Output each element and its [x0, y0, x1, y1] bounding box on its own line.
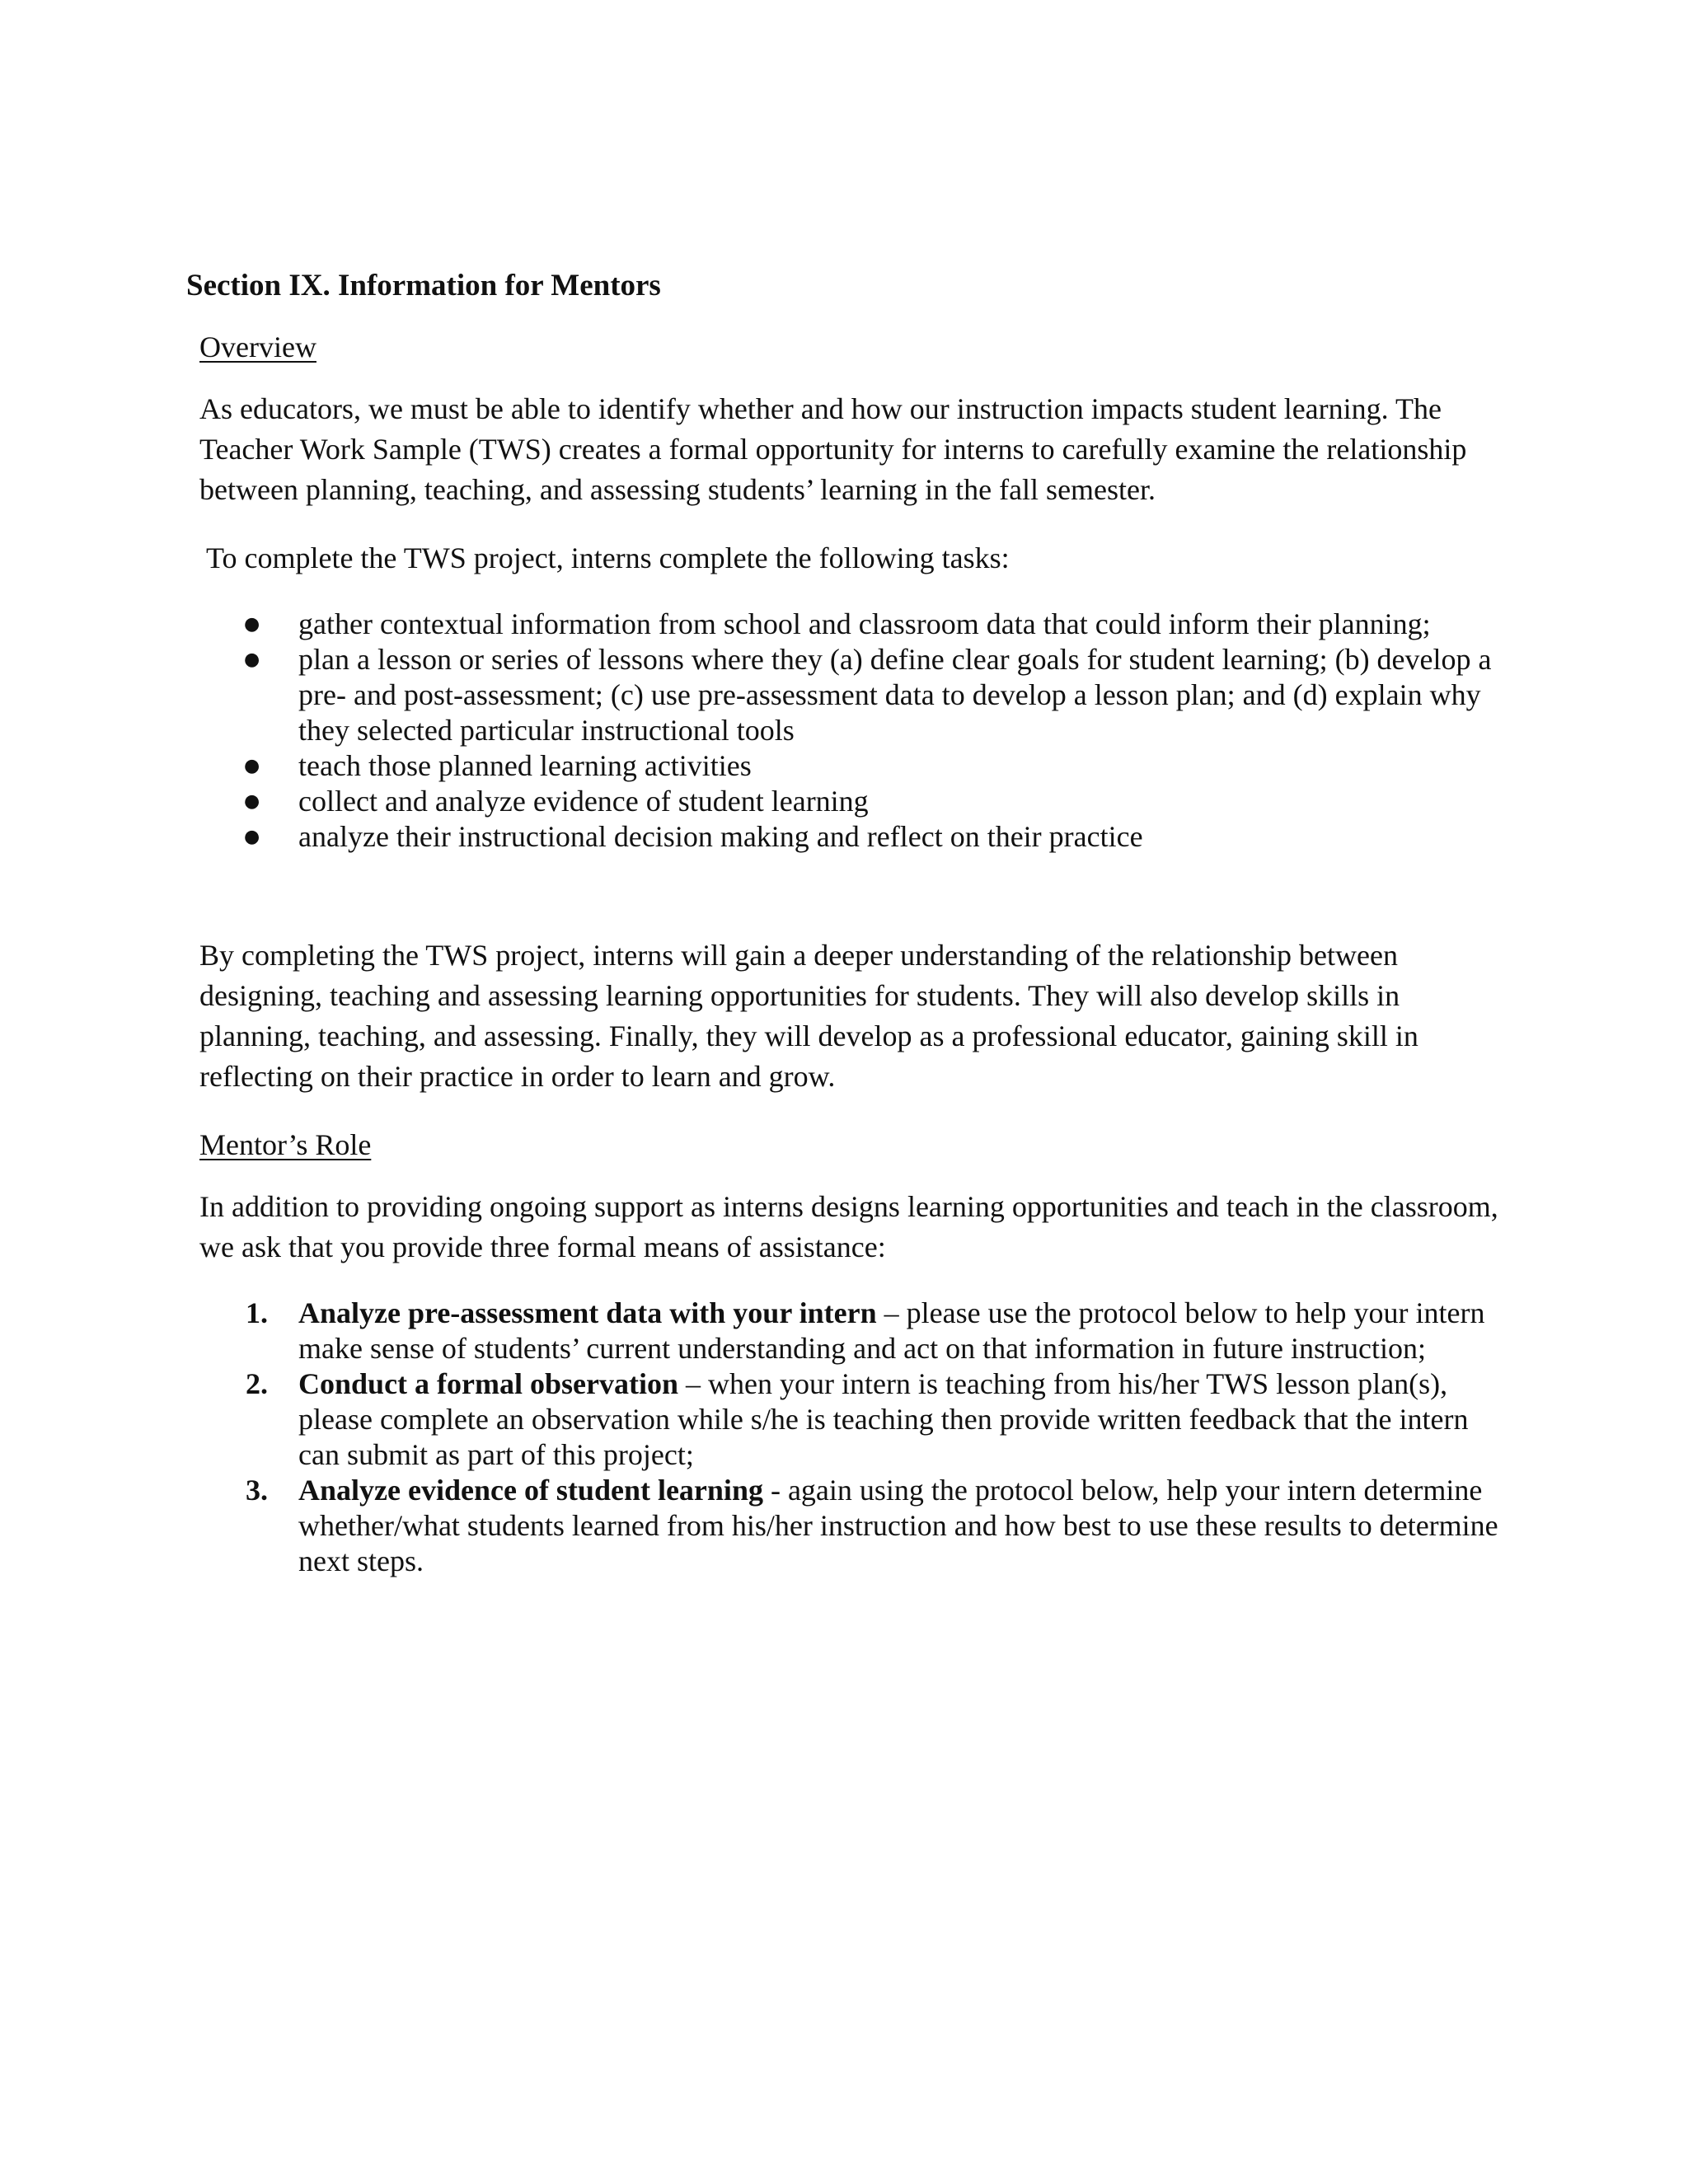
overview-paragraph: As educators, we must be able to identify whether and how our instruction impacts student learning. The Teacher Work Sample (TWS) creates a formal opportunity for interns to carefully examine the relationship between planning, teaching, and assessing students’ learning in the fall semester. — [199, 392, 1467, 506]
mentor-role-paragraph: In addition to providing ongoing support as interns designs learning opportunities and teach in the classroom, we ask that you provide three formal means of assistance: — [199, 1190, 1498, 1263]
list-item — [186, 819, 1505, 855]
list-item — [186, 1473, 1505, 1579]
bullet-icon: ● — [244, 649, 260, 670]
mentor-role-heading: Mentor’s Role — [199, 1128, 372, 1161]
task-text: analyze their instructional decision making and reflect on their practice — [298, 820, 1143, 853]
item-text: – when your intern is teaching from his/her TWS lesson plan(s), please complete an observation while s/he is teaching then provide written feedback that the intern can submit as part of this project; — [298, 1367, 1469, 1471]
list-item — [186, 748, 1505, 784]
item-text: - again using the protocol below, help your intern determine whether/what students learned from his/her instruction and how best to use these results to determine next steps. — [298, 1474, 1498, 1577]
list-item — [186, 642, 1505, 748]
item-text: – please use the protocol below to help your intern make sense of students’ current understanding and act on that information in future instruction; — [298, 1296, 1485, 1365]
overview-closing: By completing the TWS project, interns will gain a deeper understanding of the relationship between designing, teaching and assessing learning opportunities for students. They will also develop skills in planning, teaching, and assessing. Finally, they will develop as a professional educator, gaining skill in reflecting on their practice in order to learn and grow. — [199, 939, 1418, 1093]
list-item — [186, 1366, 1505, 1473]
task-text: gather contextual information from school and classroom data that could inform their planning; — [298, 607, 1431, 640]
item-bold-lead: Analyze evidence of student learning — [298, 1474, 763, 1507]
item-number: 3. — [246, 1474, 268, 1507]
bullet-icon: ● — [244, 791, 260, 812]
item-bold-lead: Conduct a formal observation — [298, 1367, 678, 1400]
assistance-list — [186, 1296, 1505, 1579]
tasks-list — [186, 607, 1505, 855]
task-text: plan a lesson or series of lessons where they (a) define clear goals for student learning; (b) develop a pre- and post-assessment; (c) use pre-assessment data to develop a lesson plan; and (d) explain why they selected particular instructional tools — [298, 643, 1492, 747]
tasks-intro: To complete the TWS project, interns complete the following tasks: — [206, 541, 1010, 574]
bullet-icon: ● — [244, 827, 260, 847]
bullet-icon: ● — [244, 756, 260, 776]
overview-heading: Overview — [199, 330, 316, 363]
item-number: 1. — [246, 1296, 268, 1329]
task-text: collect and analyze evidence of student learning — [298, 785, 869, 818]
list-item — [186, 607, 1505, 642]
list-item — [186, 1296, 1505, 1366]
bullet-icon: ● — [244, 614, 260, 635]
item-bold-lead: Analyze pre-assessment data with your intern — [298, 1296, 877, 1329]
section-title: Section IX. Information for Mentors — [186, 269, 661, 302]
item-number: 2. — [246, 1367, 268, 1400]
list-item — [186, 784, 1505, 819]
document-content — [186, 265, 1505, 1579]
task-text: teach those planned learning activities — [298, 749, 752, 782]
